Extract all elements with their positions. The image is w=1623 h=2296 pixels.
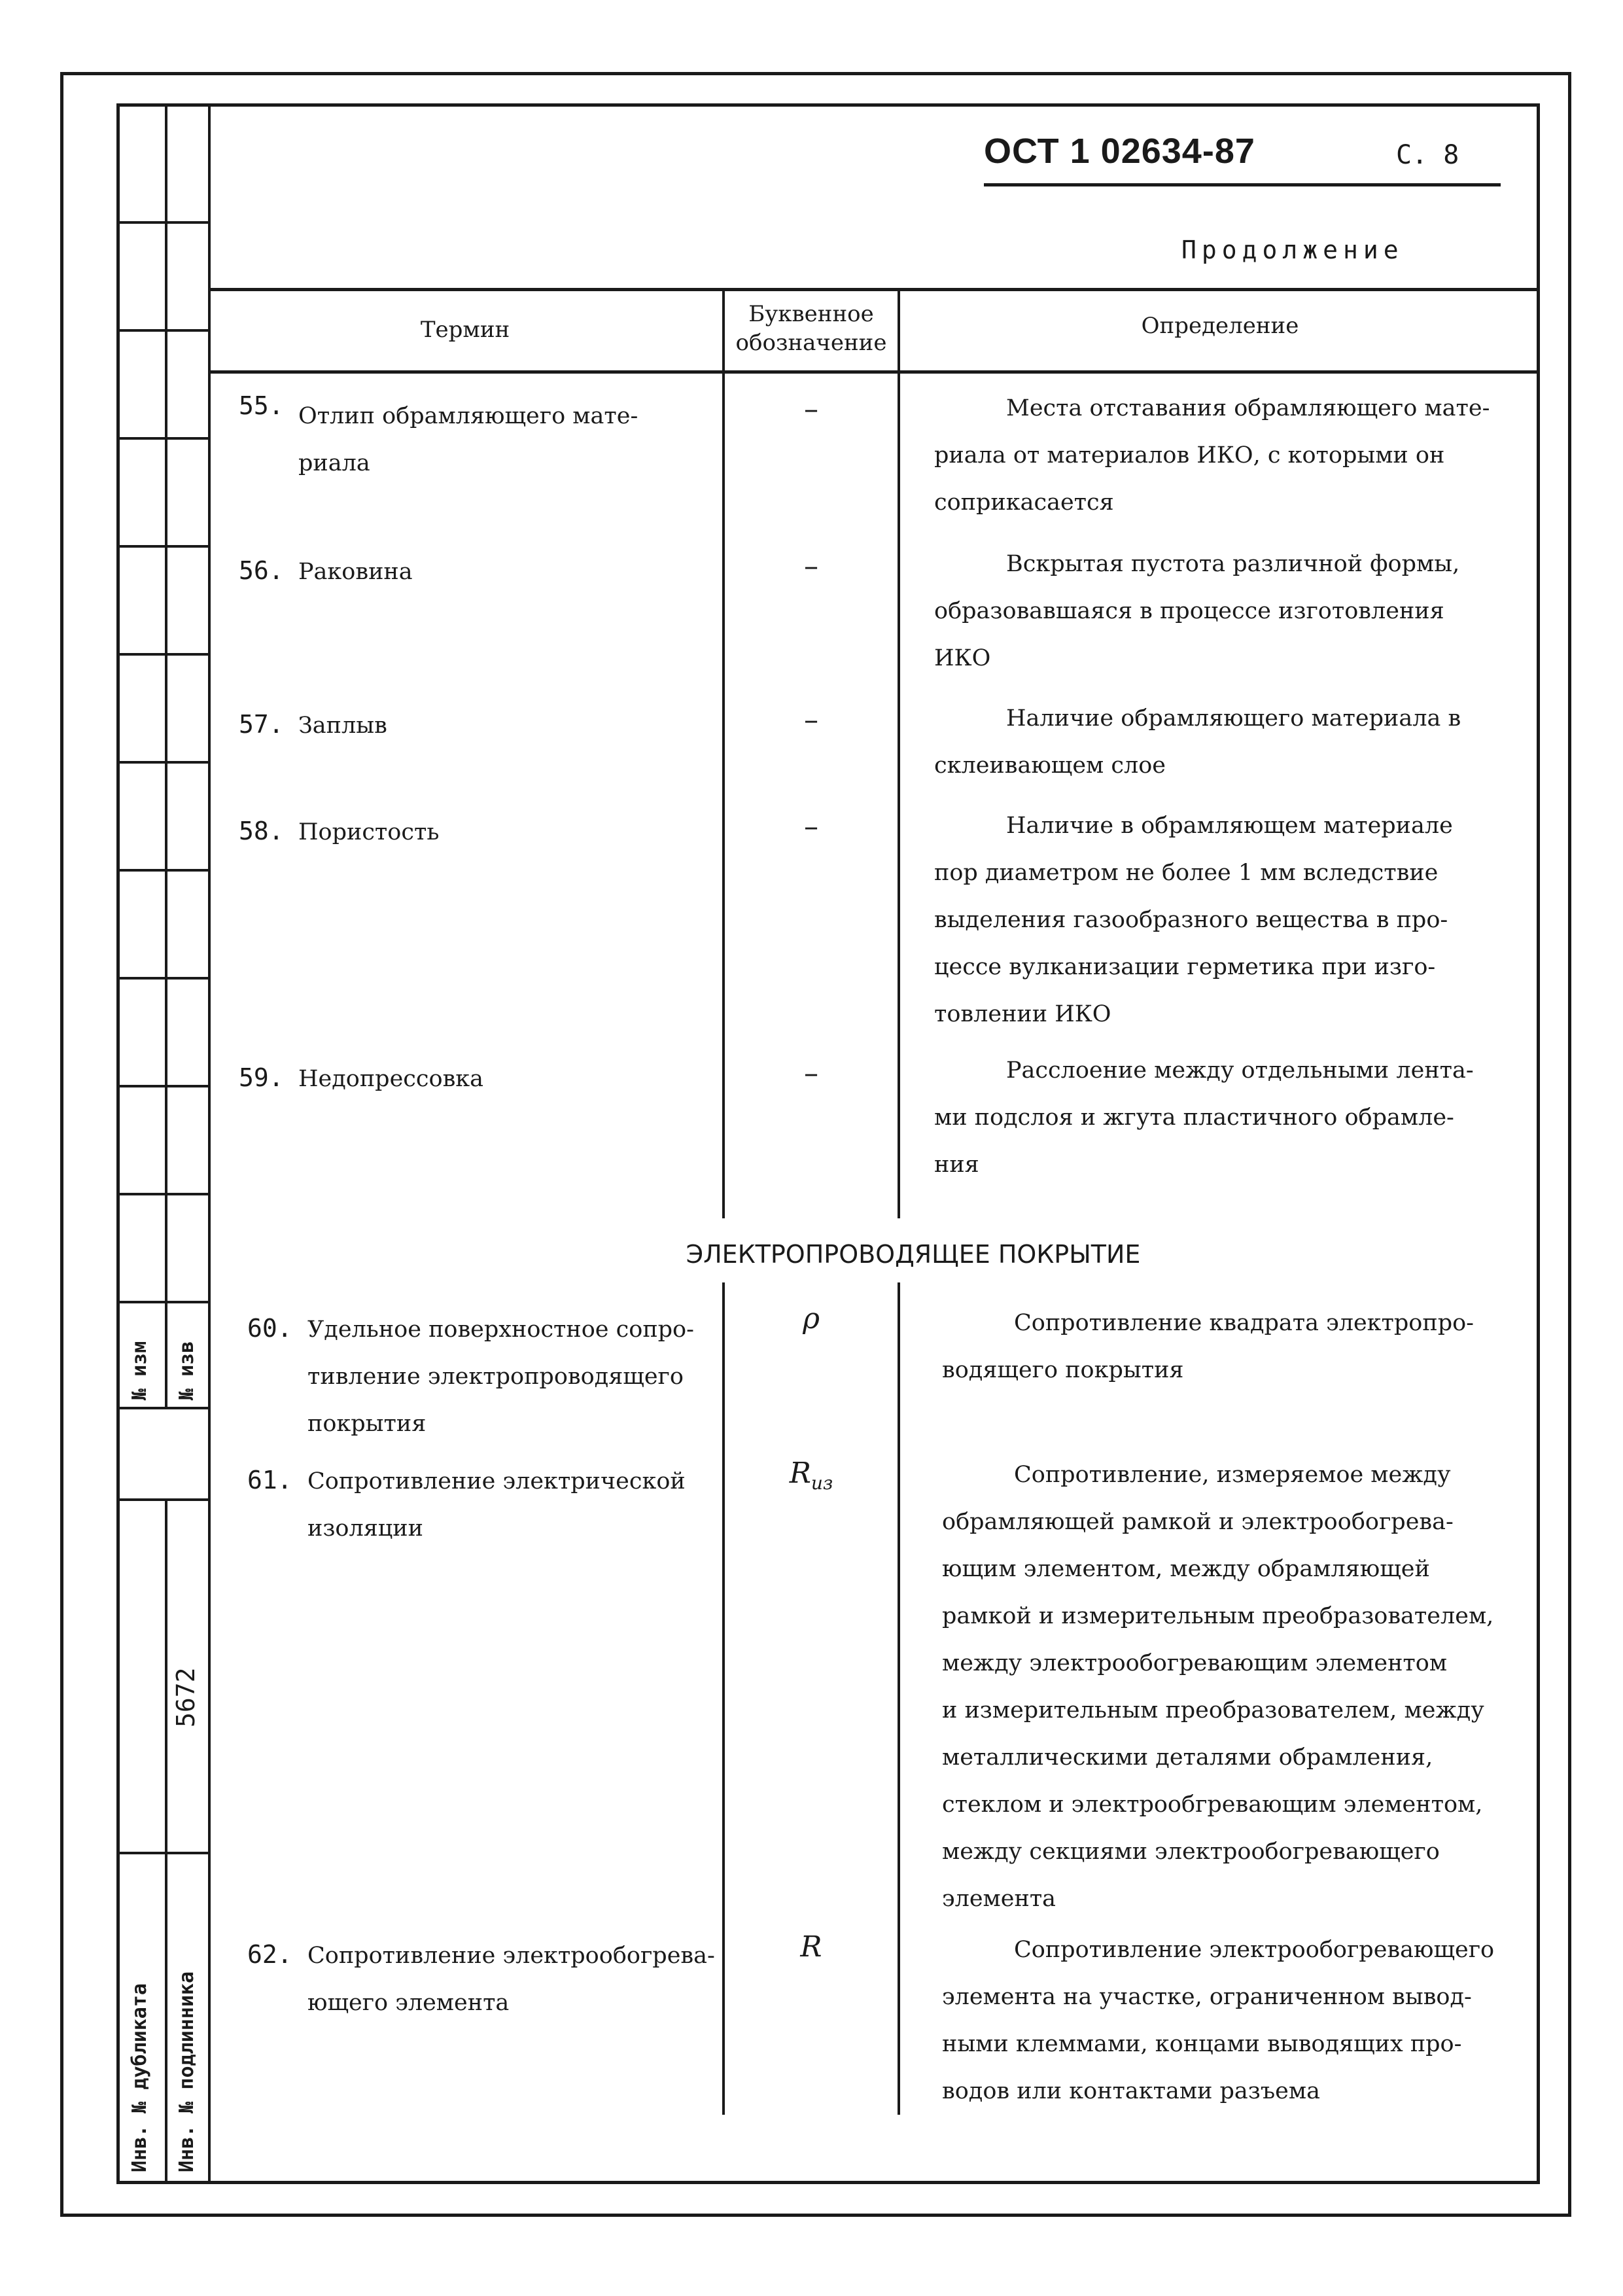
col-header-symbol-line1: Буквенное xyxy=(748,301,874,327)
symbol-cell: – xyxy=(804,550,818,583)
col-header-term: Термин xyxy=(420,317,510,343)
definition-text xyxy=(934,802,1536,1038)
symbol-cell: – xyxy=(804,1057,818,1090)
term-line: Раковина xyxy=(298,559,413,585)
definition-line: между электрообогревающим элементом xyxy=(942,1650,1448,1676)
definition-line: рамкой и измерительным преобразователем, xyxy=(942,1603,1494,1629)
term-text xyxy=(298,393,717,487)
term-line: изоляции xyxy=(307,1515,423,1542)
symbol-cell xyxy=(725,1457,898,1494)
section-title: ЭЛЕКТРОПРОВОДЯЩЕЕ ПОКРЫТИЕ xyxy=(686,1240,1141,1269)
definition-line: элемента на участке, ограниченном вывод- xyxy=(942,1984,1472,2010)
definition-line: пор диаметром не более 1 мм вследствие xyxy=(934,860,1439,886)
definition-line: ния xyxy=(934,1152,979,1178)
term-text xyxy=(307,1306,720,1447)
term-text xyxy=(298,1055,717,1103)
definition-line: товлении ИКО xyxy=(934,1001,1111,1027)
side-number: 5672 xyxy=(171,1667,200,1727)
symbol-subscript: из xyxy=(811,1472,833,1494)
definition-line: Сопротивление квадрата электропро- xyxy=(1014,1310,1475,1336)
term-text xyxy=(298,809,717,856)
term-line: Заплыв xyxy=(298,713,387,739)
term-line: Пористость xyxy=(298,819,440,845)
term-number: 59. xyxy=(239,1063,284,1092)
term-line: Сопротивление электрообогрева- xyxy=(307,1943,715,1969)
definition-line: риала от материалов ИКО, с которыми он xyxy=(934,442,1445,468)
definition-text xyxy=(942,1451,1537,1922)
term-text xyxy=(298,702,717,749)
table-header-rule xyxy=(208,370,1540,374)
term-line: тивление электропроводящего xyxy=(307,1364,684,1390)
definition-text xyxy=(942,1926,1537,2115)
definition-text xyxy=(942,1299,1537,1394)
definition-line: Сопротивление, измеряемое между xyxy=(1014,1462,1451,1488)
definition-text xyxy=(934,540,1536,682)
term-number: 61. xyxy=(247,1466,292,1494)
continuation-label: Продолжение xyxy=(1181,236,1404,264)
term-number: 57. xyxy=(239,710,284,739)
term-number: 56. xyxy=(239,556,284,585)
definition-line: водов или контактами разъема xyxy=(942,2078,1320,2104)
symbol-cell: – xyxy=(804,810,818,843)
definition-line: и измерительным преобразователем, между xyxy=(942,1697,1484,1723)
definition-line: выделения газообразного вещества в про- xyxy=(934,907,1448,933)
term-line: покрытия xyxy=(307,1411,427,1437)
term-text xyxy=(307,1932,726,2026)
definition-text xyxy=(934,695,1536,789)
definition-line: Расслоение между отдельными лента- xyxy=(1006,1057,1474,1084)
col-divider-2b xyxy=(898,1282,900,2115)
term-number: 62. xyxy=(247,1940,292,1969)
term-line: Отлип обрамляющего мате- xyxy=(298,403,638,429)
col-header-definition: Определение xyxy=(1141,313,1299,339)
definition-line: образовавшаяся в процессе изготовления xyxy=(934,598,1444,624)
term-line: Удельное поверхностное сопро- xyxy=(307,1316,694,1343)
page-label: С. 8 xyxy=(1396,140,1459,170)
side-no-izv: № изв xyxy=(175,1341,198,1400)
definition-line: Наличие в обрамляющем материале xyxy=(1006,813,1453,839)
term-text xyxy=(298,548,717,595)
definition-line: обрамляющей рамкой и электрообогрева- xyxy=(942,1509,1454,1535)
definition-line: металлическими деталями обрамления, xyxy=(942,1744,1433,1771)
symbol-cell: – xyxy=(804,703,818,737)
definition-line: Вскрытая пустота различной формы, xyxy=(1006,551,1460,577)
doc-code: ОСТ 1 02634-87 xyxy=(984,132,1255,171)
term-line: Сопротивление электрической xyxy=(307,1468,686,1494)
term-line: риала xyxy=(298,450,370,476)
symbol-cell: R xyxy=(800,1930,822,1964)
table-top-rule xyxy=(208,288,1540,291)
definition-text xyxy=(934,1047,1536,1188)
symbol-main: R xyxy=(789,1457,811,1490)
col-divider-2 xyxy=(898,288,900,1218)
definition-text xyxy=(934,385,1536,526)
definition-line: Наличие обрамляющего материала в xyxy=(1006,705,1461,732)
symbol-cell: – xyxy=(804,393,818,426)
definition-line: Места отставания обрамляющего мате- xyxy=(1006,395,1490,421)
doc-code-underline xyxy=(984,183,1501,186)
side-no-izm: № изм xyxy=(128,1341,151,1400)
definition-line: Сопротивление электрообогревающего xyxy=(1014,1937,1495,1963)
col-header-symbol-line2: обозначение xyxy=(735,330,887,356)
side-inv-dub: Инв. № дубликата xyxy=(128,1983,151,2172)
side-inv-podl: Инв. № подлинника xyxy=(175,1971,198,2172)
term-line: ющего элемента xyxy=(307,1990,510,2016)
definition-line: между секциями электрообогревающего xyxy=(942,1839,1440,1865)
definition-line: элемента xyxy=(942,1886,1056,1912)
term-line: Недопрессовка xyxy=(298,1066,484,1092)
definition-line: ными клеммами, концами выводящих про- xyxy=(942,2031,1462,2057)
term-number: 60. xyxy=(247,1314,292,1343)
definition-line: ИКО xyxy=(934,645,991,671)
definition-line: ми подслоя и жгута пластичного обрамле- xyxy=(934,1104,1454,1131)
term-number: 58. xyxy=(239,817,284,845)
definition-line: ющим элементом, между обрамляющей xyxy=(942,1556,1430,1582)
definition-line: соприкасается xyxy=(934,489,1114,516)
term-number: 55. xyxy=(239,391,284,420)
definition-line: стеклом и электрообгревающим элементом, xyxy=(942,1792,1483,1818)
definition-line: цессе вулканизации герметика при изго- xyxy=(934,954,1436,980)
definition-line: склеивающем слое xyxy=(934,752,1166,779)
col-header-symbol xyxy=(725,300,898,357)
symbol-cell: ρ xyxy=(803,1302,820,1335)
term-text xyxy=(307,1458,720,1552)
definition-line: водящего покрытия xyxy=(942,1357,1184,1383)
